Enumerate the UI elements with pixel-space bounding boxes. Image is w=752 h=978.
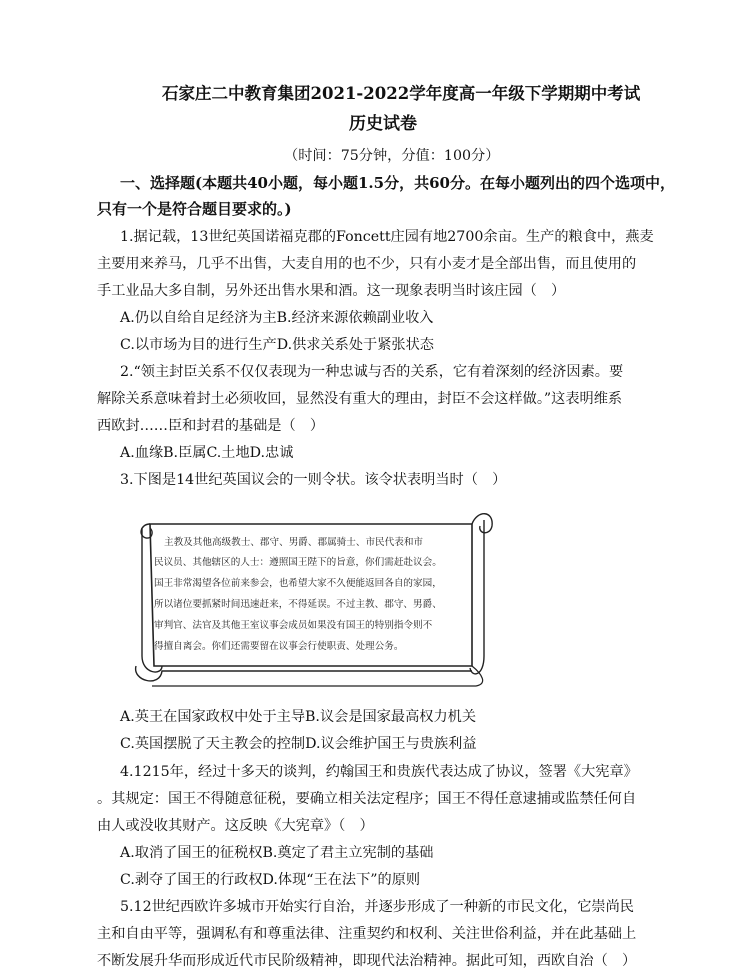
q5-line: 不断发展升华而形成近代市民阶级精神，即现代法治精神。据此可知，西欧自治（ ） [97, 953, 637, 969]
q1-line: 1.据记载，13世纪英国诺福克郡的Foncett庄园有地2700余亩。生产的粮食中，燕麦 [120, 229, 654, 245]
q1-line: 手工业品大多自制，另外还出售水果和酒。这一现象表明当时该庄园（ ） [97, 283, 566, 299]
scroll-text-line: 得擅自离会。你们还需要留在议事会行使职责、处理公务。 [154, 641, 404, 652]
section-heading-cont: 只有一个是符合题目要求的。) [97, 200, 292, 218]
exam-info: （时间：75分钟，分值：100分） [284, 148, 500, 164]
q4-option: C.剥夺了国王的行政权D.体现“王在法下”的原则 [120, 872, 421, 888]
scroll-text-line: 审判官、法官及其他王室议事会成员如果没有国王的特别指令则不 [154, 620, 433, 631]
q4-option: A.取消了国王的征税权B.奠定了君主立宪制的基础 [120, 845, 434, 861]
exam-title: 石家庄二中教育集团2021-2022学年度高一年级下学期期中考试 [162, 84, 641, 103]
q2-line: 解除关系意味着封土必须收回，显然没有重大的理由，封臣不会这样做。”这表明维系 [97, 391, 623, 407]
q4-line: 由人或没收其财产。这反映《大宪章》（ ） [97, 818, 374, 834]
scroll-text-line: 民议员、其他辖区的人士：遵照国王陛下的旨意，你们需赶赴议会。 [154, 557, 442, 568]
q1-line: 主要用来养马，几乎不出售，大麦自用的也不少，只有小麦才是全部出售，而且使用的 [97, 256, 637, 272]
exam-subject: 历史试卷 [349, 114, 417, 134]
q4-line: 。其规定：国王不得随意征税，要确立相关法定程序；国王不得任意逮捕或监禁任何自 [97, 791, 637, 807]
q3-option: A.英王在国家政权中处于主导B.议会是国家最高权力机关 [120, 709, 477, 725]
q1-option: C.以市场为目的进行生产D.供求关系处于紧张状态 [120, 337, 434, 353]
q3-option: C.英国摆脱了天主教会的控制D.议会维护国王与贵族利益 [120, 736, 477, 752]
parliament-writ-scroll [132, 506, 494, 691]
q2-line: 2.“领主封臣关系不仅仅表现为一种忠诚与否的关系，它有着深刻的经济因素。要 [120, 364, 624, 380]
scroll-text-line: 主教及其他高级教士、郡守、男爵、郡属骑士、市民代表和市 [164, 537, 424, 548]
section-heading: 一、选择题(本题共40小题，每小题1.5分，共60分。在每小题列出的四个选项中， [120, 174, 675, 192]
scroll-text-line: 所以诸位要抓紧时间迅速赶来，不得延误。不过主教、郡守、男爵、 [154, 599, 442, 610]
q2-option: A.血缘B.臣属C.土地D.忠诚 [120, 445, 294, 461]
q3-line: 3.下图是14世纪英国议会的一则令状。该令状表明当时（ ） [120, 472, 507, 488]
scroll-text-line: 国王非常渴望各位前来参会，也希望大家不久便能返回各自的家园， [154, 578, 442, 589]
q5-line: 5.12世纪西欧许多城市开始实行自治，并逐步形成了一种新的市民文化，它崇尚民 [120, 899, 634, 915]
q5-line: 主和自由平等，强调私有和尊重法律、注重契约和权利、关注世俗利益，并在此基础上 [97, 926, 637, 942]
q1-option: A.仍以自给自足经济为主B.经济来源依赖副业收入 [120, 310, 434, 326]
q4-line: 4.1215年，经过十多天的谈判，约翰国王和贵族代表达成了协议，签署《大宪章》 [120, 764, 638, 780]
q2-line: 西欧封……臣和封君的基础是（ ） [97, 418, 325, 434]
